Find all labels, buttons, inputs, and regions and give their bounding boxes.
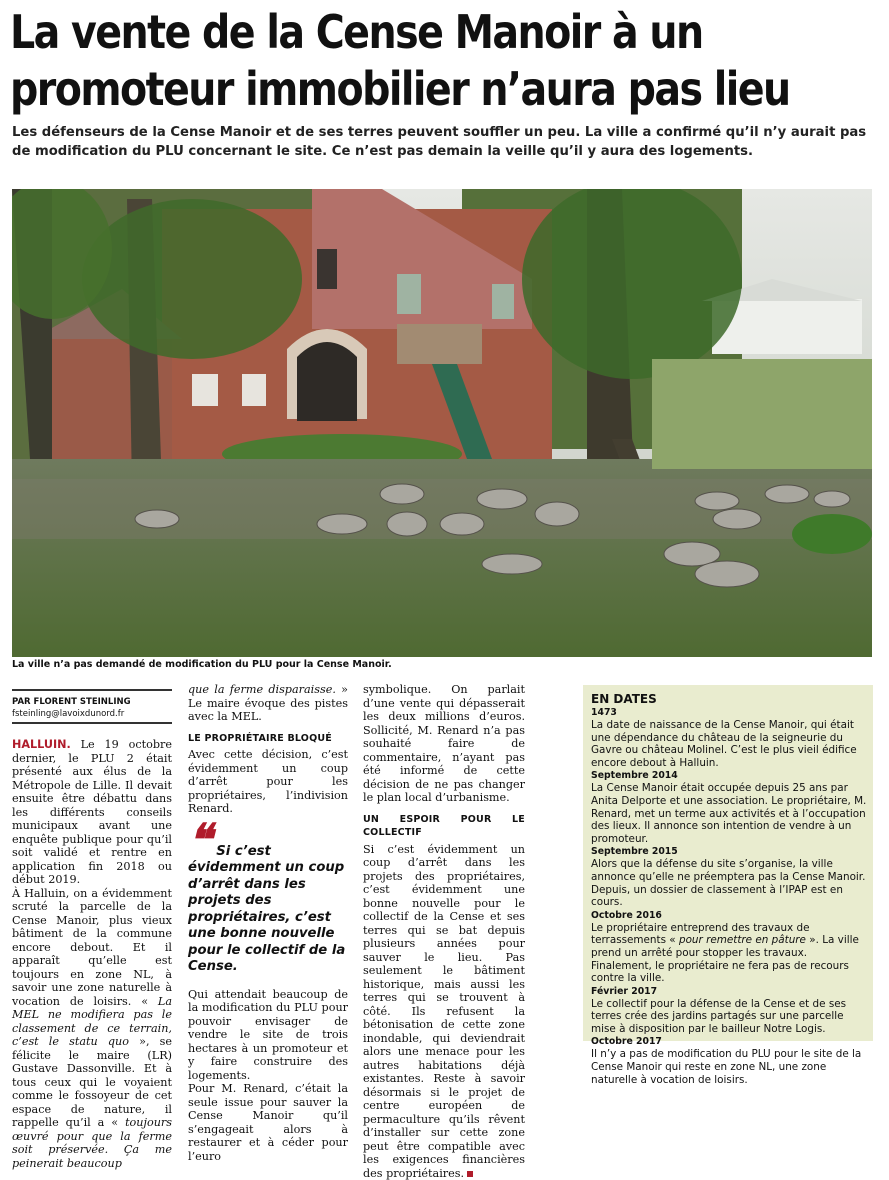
date-year: Février 2017 <box>591 986 867 998</box>
photo-illustration <box>12 189 872 657</box>
town-name: HALLUIN. <box>12 738 71 751</box>
pull-quote-text: Si c’est évidemment un coup d’arrêt dans les projets des propriétaires, c’est une bonne nouvelle pour le collectif de la Cense. <box>188 844 345 975</box>
paragraph-text: Le 19 octobre dernier, le PLU 2 était présenté aux élus de la Métropole de Lille. Il devait ensuite être débattu dans les différents conseils municipaux avant une enquête publique pour qu’il soit validé et rentre en application fin 2018 ou début 2019. <box>12 738 172 886</box>
paragraph-text: » Le maire évoque des pistes avec la MEL. <box>188 683 348 723</box>
date-quote: pour remettre en pâture <box>679 934 806 946</box>
date-year: Septembre 2014 <box>591 770 867 782</box>
dates-box <box>583 685 873 1041</box>
date-text-part: Le propriétaire entreprend des travaux de terrassements « <box>591 922 809 947</box>
date-text: La Cense Manoir était occupée depuis 25 ans par Anita Delporte et une association. Le propriétaire, M. Renard, met un terme aux activités et à l’occupation des lieux. Il annonce son intention de vendre à un promoteur. <box>591 782 867 845</box>
quote-text: que la ferme disparaisse. <box>188 683 336 696</box>
subheading-owner: LE PROPRIÉTAIRE BLOQUÉ <box>188 732 348 746</box>
paragraph <box>12 738 172 887</box>
paragraph-text: », se félicite le maire (LR) Gustave Dassonville. Et à tous ceux qui le voyaient comme le fossoyeur de cet espace de nature, il rappelle qu’il a « <box>12 1035 172 1129</box>
paragraph: Avec cette décision, c’est évidemment un coup d’arrêt pour les propriétaires, l’indivision Renard. <box>188 748 348 816</box>
paragraph-text: Si c’est évidemment un coup d’arrêt dans les projets des propriétaires, c’est évidemment une bonne nouvelle pour le collectif de la Cense et ses terres qui se bat depuis plusieurs années pour sauver le lieu. Pas seulement le bâtiment historique, mais aussi les terres qui se trouvent à côté. Ils refusent la bétonisation de cette zone inondable, qui deviendrait alors une menace pour les autres habitations déjà existantes. Reste à savoir désormais si le projet de centre européen de permaculture qu’ils rêvent d’installer sur cette zone peut être compatible avec les exigences financières des propriétaires. <box>363 843 525 1180</box>
quote-text: La MEL ne modifiera pas le classement de ce terrain, c’est le statu quo <box>12 995 172 1049</box>
headline <box>10 4 879 118</box>
byline <box>12 696 172 720</box>
headline-line-1: La vente de la Cense Manoir à un <box>10 4 879 61</box>
date-text: Alors que la défense du site s’organise, la ville annonce qu’elle ne préemptera pas la Cense Manoir. Depuis, un dossier de classement à l’IPAP est en cours. <box>591 858 867 908</box>
dates-title: EN DATES <box>591 692 867 707</box>
date-year: Octobre 2017 <box>591 1036 867 1048</box>
paragraph <box>188 683 348 724</box>
paragraph <box>363 843 525 1180</box>
subheading-collective: UN ESPOIR POUR LE COLLECTIF <box>363 813 525 840</box>
paragraph-text: À Halluin, on a évidemment scruté la parcelle de la Cense Manoir, plus vieux bâtiment de la commune encore debout. Et il apparaît qu’elle est toujours en zone NL, à savoir une zone naturelle à vocation de loisirs. « <box>12 887 172 1008</box>
byline-author: PAR FLORENT STEINLING <box>12 696 172 708</box>
quote-mark-icon: ❝ <box>188 815 212 866</box>
date-year: Octobre 2016 <box>591 910 867 922</box>
article-column-3 <box>363 683 525 1180</box>
lede: Les défenseurs de la Cense Manoir et de ses terres peuvent souffler un peu. La ville a confirmé qu’il n’y aurait pas de modification du PLU concernant le site. Ce n’est pas demain la veille qu’il y aura des logements. <box>12 123 878 161</box>
date-text: Le collectif pour la défense de la Cense et de ses terres crée des jardins partagés sur une parcelle mise à disposition par le bailleur Notre Logis. <box>591 998 867 1036</box>
paragraph: Qui attendait beaucoup de la modification du PLU pour pouvoir envisager de vendre le site de trois hectares à un promoteur et y faire construire des logements. <box>188 988 348 1083</box>
quote-text: toujours œuvré pour que la ferme soit préservée. Ça me peinerait beaucoup <box>12 1116 172 1170</box>
end-mark-icon <box>467 1171 473 1177</box>
date-text: La date de naissance de la Cense Manoir, qui était une dépendance du château de la seigneurie du Gavre ou château Molinel. C’est le plus vieil édifice encore debout à Halluin. <box>591 719 867 769</box>
headline-line-2: promoteur immobilier n’aura pas lieu <box>10 61 879 118</box>
byline-rule-bottom <box>12 722 172 724</box>
date-text <box>591 922 867 985</box>
byline-rule-top <box>12 689 172 691</box>
article-photo <box>12 189 872 657</box>
paragraph: symbolique. On parlait d’une vente qui dépasserait les deux millions d’euros. Sollicité, M. Renard n’a pas souhaité faire de commentaire, n’ayant pas été informé de cette décision de ne pas changer le plan local d’urbanisme. <box>363 683 525 805</box>
pull-quote <box>188 826 348 976</box>
date-year: 1473 <box>591 707 867 719</box>
date-text-part: ». La ville prend un arrêté pour stopper les travaux. Finalement, le propriétaire ne fera pas de recours contre la ville. <box>591 934 859 984</box>
date-text: Il n’y a pas de modification du PLU pour le site de la Cense Manoir qui reste en zone NL, une zone naturelle à vocation de loisirs. <box>591 1048 867 1086</box>
article-column-1 <box>12 738 172 1170</box>
byline-email: fsteinling@lavoixdunord.fr <box>12 708 172 720</box>
paragraph: Pour M. Renard, c’était la seule issue pour sauver la Cense Manoir qu’il s’engageait alors à restaurer et à céder pour l’euro <box>188 1082 348 1163</box>
article-column-2 <box>188 683 348 1163</box>
paragraph <box>12 887 172 1171</box>
date-year: Septembre 2015 <box>591 846 867 858</box>
photo-caption: La ville n’a pas demandé de modification du PLU pour la Cense Manoir. <box>12 659 872 671</box>
